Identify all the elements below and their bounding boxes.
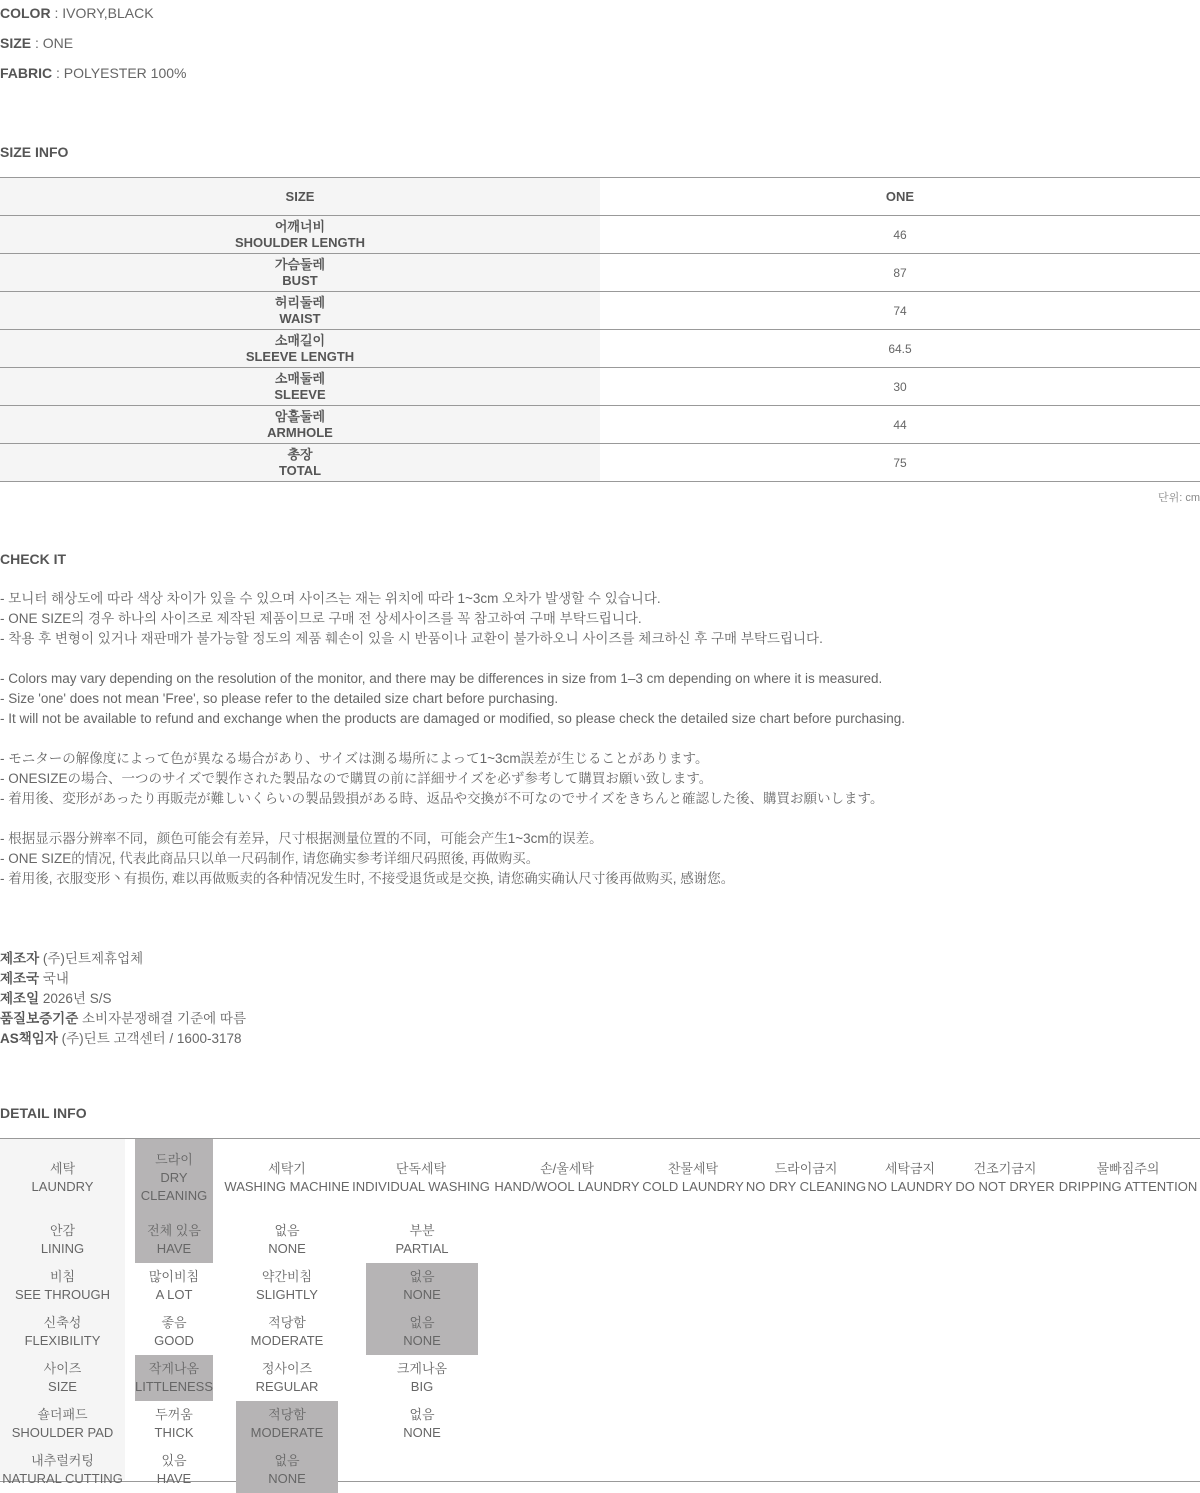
size-row-value: 64.5 <box>888 341 912 356</box>
detail-option-ko: 건조기금지 <box>973 1161 1037 1176</box>
detail-option-en: NONE <box>268 1241 306 1256</box>
detail-option-en: NONE <box>403 1425 441 1440</box>
size-row <box>0 216 1200 254</box>
size-unit-note: 단위: cm <box>1157 492 1200 504</box>
detail-info-title: DETAIL INFO <box>0 1105 87 1121</box>
detail-option-ko: 세탁 <box>49 1161 76 1176</box>
detail-option-en: GOOD <box>154 1333 194 1348</box>
size-row <box>0 292 1200 330</box>
detail-option-en: LITTLENESS <box>134 1379 214 1394</box>
size-row-label <box>0 330 600 367</box>
size-label-ko: 가슴둘레 <box>274 256 326 272</box>
detail-option-en: PARTIAL <box>395 1241 449 1256</box>
size-row <box>0 406 1200 444</box>
size-label-ko: 총장 <box>287 446 313 462</box>
detail-option-ko: 비침 <box>49 1269 76 1284</box>
size-info-title: SIZE INFO <box>0 144 69 160</box>
detail-option <box>135 1309 213 1355</box>
detail-option-ko: 신축성 <box>43 1315 82 1330</box>
detail-option <box>746 1139 866 1217</box>
detail-option-en: THICK <box>154 1425 194 1440</box>
detail-option-en: HAND/WOOL LAUNDRY <box>494 1179 640 1194</box>
size-row-value: 44 <box>893 417 907 432</box>
product-info-value: (주)딘트 고객센터 / 1600-3178 <box>57 1031 242 1046</box>
size-row-value: 87 <box>893 265 907 280</box>
detail-option <box>135 1355 213 1401</box>
detail-option <box>954 1139 1056 1217</box>
size-row-label <box>0 368 600 405</box>
product-info-label: AS책임자 <box>0 1031 58 1046</box>
detail-option-en: LAUNDRY <box>31 1179 94 1194</box>
detail-row-label <box>0 1355 125 1401</box>
detail-option <box>236 1355 338 1401</box>
detail-option-ko: 없음 <box>409 1407 435 1422</box>
detail-option-ko: 있음 <box>161 1453 187 1468</box>
product-info-line <box>0 1009 246 1029</box>
spec-size <box>0 35 73 51</box>
detail-option-ko: 없음 <box>274 1453 300 1468</box>
size-row-label <box>0 444 600 481</box>
size-table <box>0 177 1200 482</box>
check-it-line: - 根据显示器分辨率不同，颜色可能会有差异，尺寸根据测量位置的不同，可能会产生1~3cm的误差。 <box>0 831 603 846</box>
size-row <box>0 368 1200 406</box>
detail-option-en: SLIGHTLY <box>256 1287 318 1302</box>
size-label-en: SLEEVE LENGTH <box>245 348 355 364</box>
size-label-ko: 소매길이 <box>274 332 326 348</box>
check-it-title: CHECK IT <box>0 551 67 567</box>
size-header-value: ONE <box>885 189 915 204</box>
spec-value: : ONE <box>31 35 74 51</box>
product-info-label: 제조국 <box>0 971 40 986</box>
size-table-body <box>0 216 1200 482</box>
detail-option-ko: 드라이금지 <box>774 1161 838 1176</box>
detail-option-en: BIG <box>410 1379 434 1394</box>
detail-option <box>350 1139 492 1217</box>
detail-option <box>366 1355 478 1401</box>
product-info-line <box>0 969 69 989</box>
check-it-line: - Colors may vary depending on the resolution of the monitor, and there may be differences in size from 1–3 cm depending on where it is measured. <box>0 671 883 686</box>
detail-option-ko: 작게나옴 <box>148 1361 200 1376</box>
detail-option-en: SIZE <box>48 1379 77 1394</box>
detail-option-en: DRIPPING ATTENTION <box>1058 1179 1198 1194</box>
detail-option-en: LINING <box>40 1241 85 1256</box>
detail-option <box>135 1447 213 1493</box>
check-it-line: - 모니터 해상도에 따라 색상 차이가 있을 수 있으며 사이즈는 재는 위치에 따라 1~3cm 오차가 발생할 수 있습니다. <box>0 591 661 606</box>
detail-option <box>135 1139 213 1217</box>
check-it-line: - ONE SIZE的情况, 代表此商品只以单一尺码制作, 请您确实参考详细尺码照後, 再做购买。 <box>0 851 540 866</box>
detail-option-ko: 물빠짐주의 <box>1096 1161 1160 1176</box>
spec-label: SIZE <box>0 35 32 51</box>
product-info-value: 소비자분쟁해결 기준에 따름 <box>78 1011 246 1026</box>
detail-option-ko: 크게나옴 <box>396 1361 448 1376</box>
detail-option <box>1058 1139 1198 1217</box>
detail-row-label <box>0 1139 125 1217</box>
size-row <box>0 444 1200 482</box>
detail-option-ko: 세탁금지 <box>884 1161 936 1176</box>
detail-row-label <box>0 1447 125 1493</box>
detail-row-label <box>0 1309 125 1355</box>
detail-option <box>366 1401 478 1447</box>
detail-option-ko: 약간비침 <box>261 1269 313 1284</box>
size-label-ko: 어깨너비 <box>274 218 326 234</box>
detail-option <box>366 1263 478 1309</box>
size-row-value: 75 <box>893 455 907 470</box>
detail-option-en: A LOT <box>155 1287 193 1302</box>
detail-option-ko: 없음 <box>409 1315 435 1330</box>
product-info-label: 품질보증기준 <box>0 1011 79 1026</box>
detail-option-en: FLEXIBILITY <box>24 1333 101 1348</box>
detail-option-ko: 세탁기 <box>268 1161 306 1176</box>
detail-option-ko: 찬물세탁 <box>667 1161 719 1176</box>
detail-option-en: HAVE <box>156 1241 192 1256</box>
product-info-value: 국내 <box>39 971 69 986</box>
detail-option-ko: 두꺼움 <box>155 1407 193 1422</box>
detail-option <box>236 1263 338 1309</box>
product-info-value: (주)딘트제휴업체 <box>39 951 144 966</box>
size-row-label <box>0 406 600 443</box>
spec-fabric <box>0 65 186 81</box>
detail-row-label <box>0 1217 125 1263</box>
detail-option-ko: 없음 <box>274 1223 300 1238</box>
detail-option <box>236 1309 338 1355</box>
detail-option-en: NONE <box>403 1287 441 1302</box>
detail-option-ko: 손/울세탁 <box>540 1161 594 1176</box>
size-row-value: 74 <box>893 303 907 318</box>
size-row <box>0 254 1200 292</box>
check-it-line: - It will not be available to refund and exchange when the products are damaged or modified, so please check the detailed size chart before purchasing. <box>0 711 906 726</box>
detail-option-en: INDIVIDUAL WASHING <box>352 1179 490 1194</box>
detail-option-en: NONE <box>403 1333 441 1348</box>
size-label-ko: 소매둘레 <box>274 370 326 386</box>
product-info-label: 제조자 <box>0 951 40 966</box>
detail-option-ko: 숄더패드 <box>37 1407 88 1422</box>
detail-option-en: NATURAL CUTTING <box>2 1471 123 1486</box>
detail-row-label <box>0 1263 125 1309</box>
detail-option <box>135 1401 213 1447</box>
detail-option-ko: 내추럴커팅 <box>31 1453 94 1468</box>
detail-option-en: HAVE <box>156 1471 192 1486</box>
product-info-label: 제조일 <box>0 991 40 1006</box>
size-row-value: 30 <box>893 379 907 394</box>
size-table-header <box>0 178 1200 216</box>
spec-label: COLOR <box>0 5 51 21</box>
detail-option-ko: 많이비침 <box>148 1269 200 1284</box>
size-row-value: 46 <box>893 227 907 242</box>
check-it-line: - Size 'one' does not mean 'Free', so please refer to the detailed size chart before purchasing. <box>0 691 559 706</box>
size-label-en: SLEEVE <box>274 386 326 402</box>
detail-option-en: SHOULDER PAD <box>11 1425 114 1440</box>
product-info-line <box>0 1029 241 1049</box>
spec-value: : POLYESTER 100% <box>52 65 187 81</box>
size-row-label <box>0 254 600 291</box>
detail-option-en: SEE THROUGH <box>14 1287 111 1302</box>
detail-option-ko: 없음 <box>409 1269 435 1284</box>
detail-option-ko: 단독세탁 <box>395 1161 447 1176</box>
detail-option <box>366 1217 478 1263</box>
detail-option-ko: 적당함 <box>268 1407 306 1422</box>
detail-option-en: WASHING MACHINE <box>224 1179 350 1194</box>
detail-option-ko: 전체 있음 <box>147 1223 201 1238</box>
detail-option <box>135 1217 213 1263</box>
detail-option <box>868 1139 952 1217</box>
size-label-en: SHOULDER LENGTH <box>235 234 365 250</box>
size-row <box>0 330 1200 368</box>
spec-color <box>0 5 154 21</box>
detail-option <box>236 1401 338 1447</box>
check-it-line: - 着用後, 衣服变形丶有损伤, 难以再做贩卖的各种情况发生时, 不接受退货或是交换, 请您确实确认尺寸後再做购买, 感谢您。 <box>0 871 735 886</box>
spec-value: : IVORY,BLACK <box>50 5 154 21</box>
detail-option-ko: 안감 <box>49 1223 76 1238</box>
detail-option-en: DO NOT DRYER <box>955 1179 1055 1194</box>
size-label-en: ARMHOLE <box>267 424 333 440</box>
detail-option-en: NONE <box>268 1471 306 1486</box>
detail-option-ko: 좋음 <box>161 1315 187 1330</box>
size-label-en: TOTAL <box>278 462 322 478</box>
detail-option-ko: 적당함 <box>268 1315 306 1330</box>
detail-option <box>366 1309 478 1355</box>
spec-label: FABRIC <box>0 65 53 81</box>
detail-option-ko: 정사이즈 <box>261 1361 313 1376</box>
detail-option-en: COLD LAUNDRY <box>642 1179 744 1194</box>
check-it-line: - ONESIZEの場合、一つのサイズで製作された製品なので購買の前に詳細サイズを必ず参考して購買お願い致します。 <box>0 771 713 786</box>
detail-option-ko: 드라이 <box>155 1152 193 1167</box>
detail-option <box>135 1263 213 1309</box>
detail-option-en: REGULAR <box>255 1379 319 1394</box>
size-label-ko: 암홀둘레 <box>274 408 326 424</box>
product-info-line <box>0 949 143 969</box>
detail-table <box>0 1138 1200 1486</box>
size-label-en: BUST <box>282 272 318 288</box>
detail-option-en: CLEANING <box>140 1188 208 1203</box>
size-row-label <box>0 292 600 329</box>
detail-row-label <box>0 1401 125 1447</box>
detail-option-ko: 부분 <box>409 1223 435 1238</box>
detail-option-en: NO DRY CLEANING <box>745 1179 867 1194</box>
detail-option-ko: 사이즈 <box>43 1361 82 1376</box>
detail-option-en: MODERATE <box>250 1333 324 1348</box>
check-it-line: - 착용 후 변형이 있거나 재판매가 불가능할 정도의 제품 훼손이 있을 시 반품이나 교환이 불가하오니 사이즈를 체크하신 후 구매 부탁드립니다. <box>0 631 823 646</box>
product-info-line <box>0 989 111 1009</box>
check-it-line: - ONE SIZE의 경우 하나의 사이즈로 제작된 제품이므로 구매 전 상세사이즈를 꼭 참고하여 구매 부탁드립니다. <box>0 611 642 626</box>
detail-option <box>642 1139 744 1217</box>
check-it-line: - 着用後、変形があったり再販売が難しいくらいの製品毀損がある時、返品や交換が不可なのでサイズをきちんと確認した後、購買お願いします。 <box>0 791 884 806</box>
detail-option <box>494 1139 640 1217</box>
detail-option-en: MODERATE <box>250 1425 324 1440</box>
detail-option <box>236 1217 338 1263</box>
detail-option <box>224 1139 350 1217</box>
product-info-value: 2026년 S/S <box>39 991 112 1006</box>
detail-option-en: NO LAUNDRY <box>867 1179 953 1194</box>
detail-option <box>236 1447 338 1493</box>
size-label-ko: 허리둘레 <box>274 294 326 310</box>
size-header-label: SIZE <box>0 178 600 215</box>
check-it-line: - モニターの解像度によって色が異なる場合があり、サイズは測る場所によって1~3cm誤差が生じることがあります。 <box>0 751 709 766</box>
size-row-label <box>0 216 600 253</box>
detail-option-en: DRY <box>160 1170 188 1185</box>
size-label-en: WAIST <box>279 310 321 326</box>
